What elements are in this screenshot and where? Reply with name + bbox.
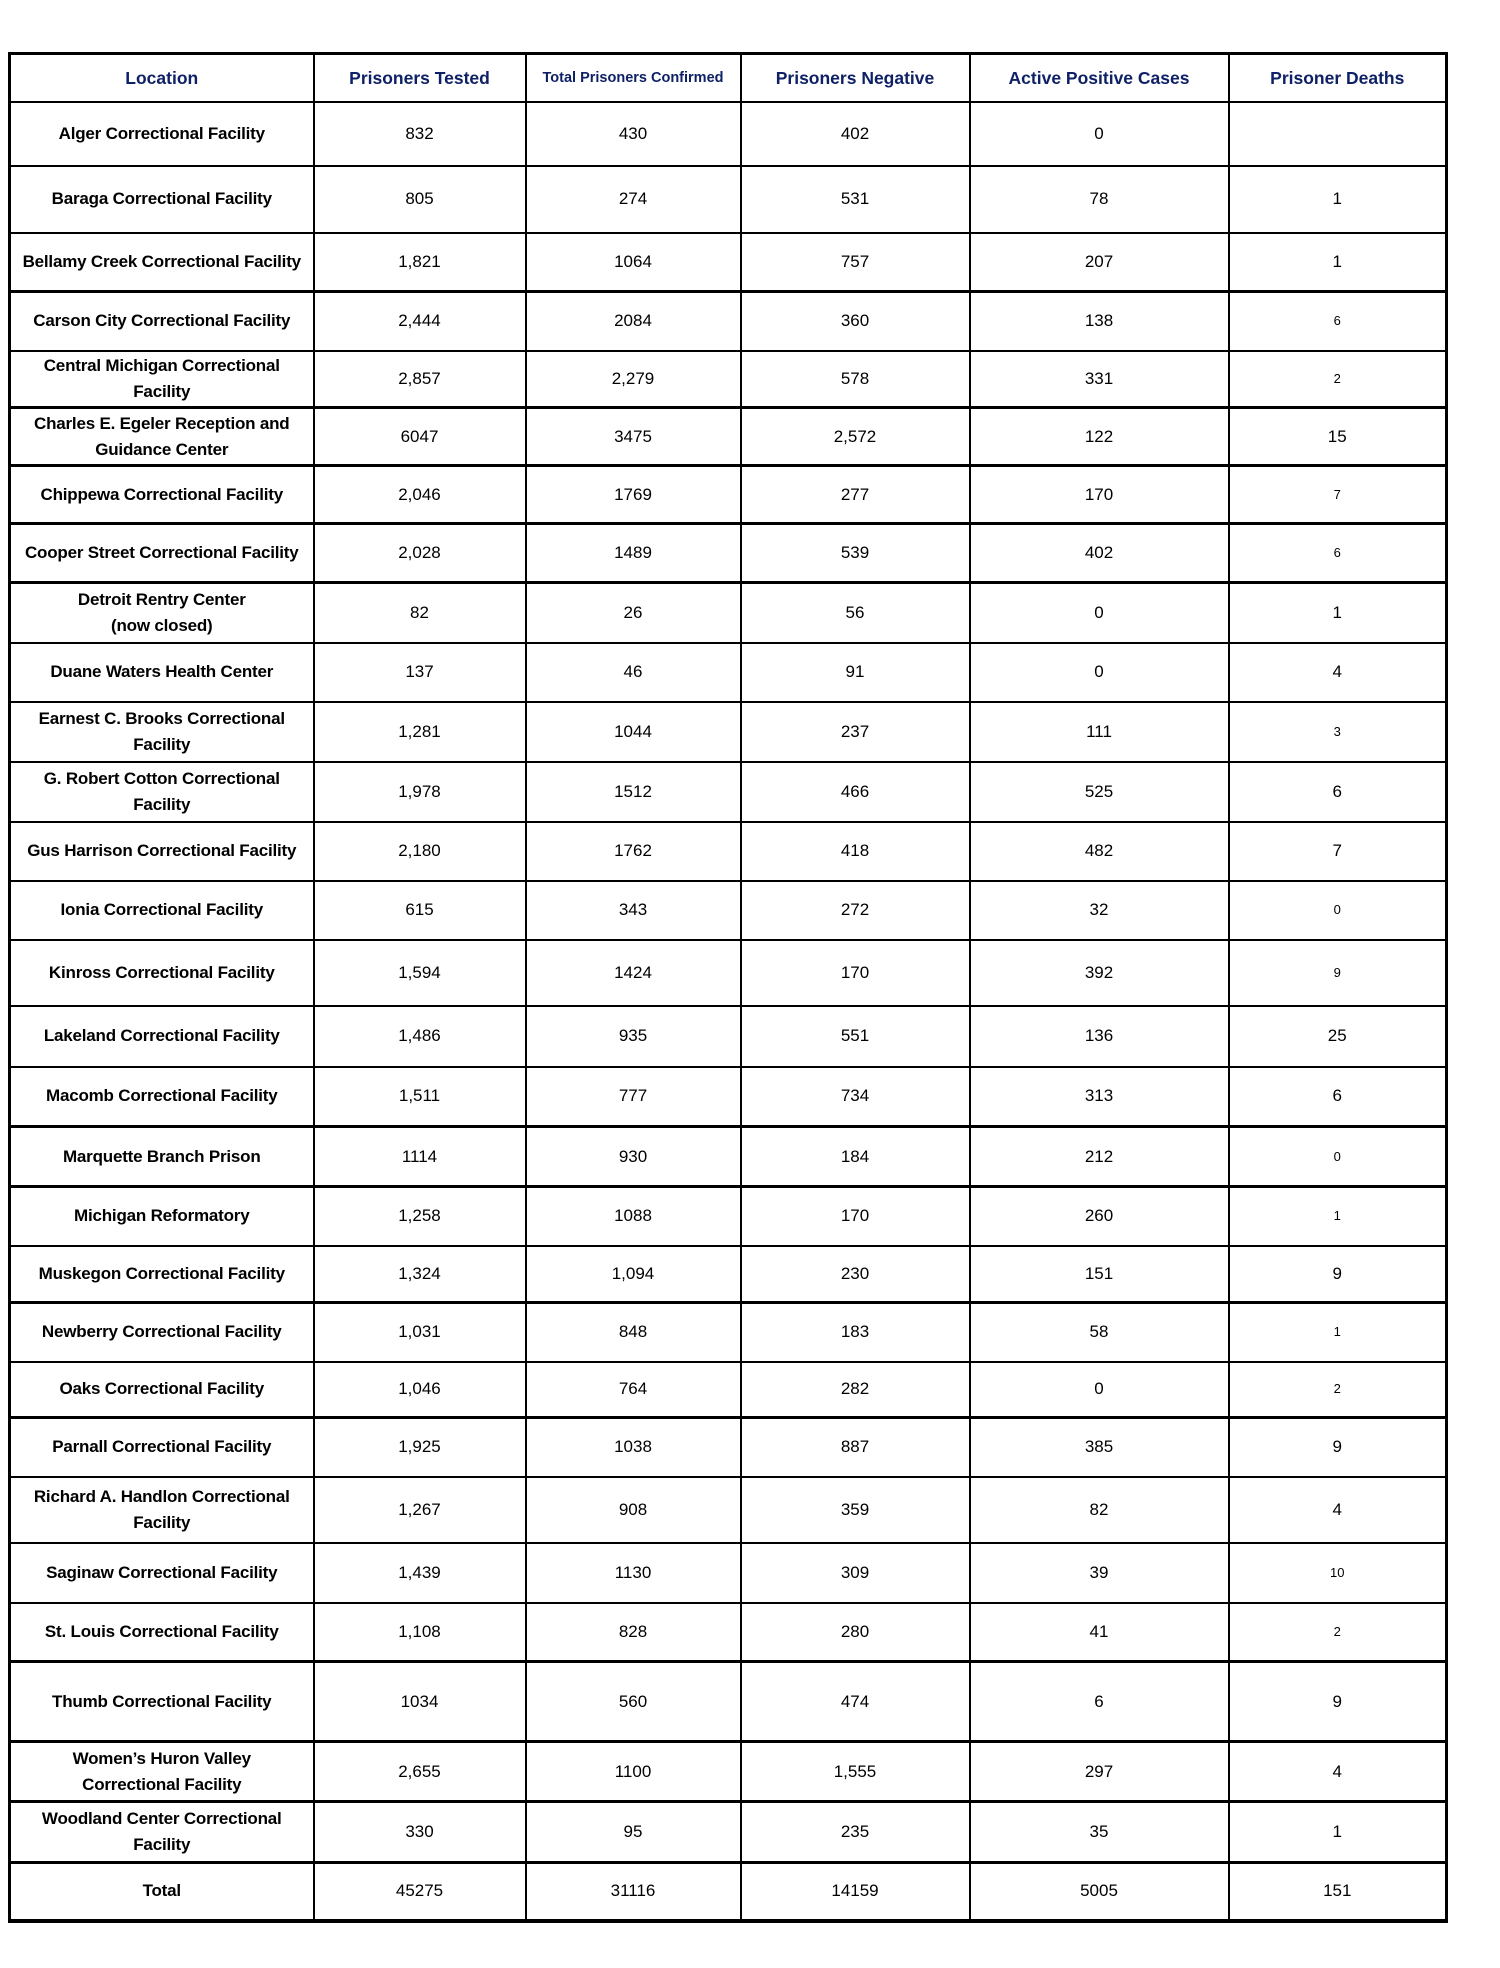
prisoner-deaths-cell: 0 — [1229, 881, 1447, 940]
location-cell — [10, 881, 314, 940]
prisoners-tested-cell: 1,594 — [314, 940, 526, 1006]
prisoner-deaths-cell: 7 — [1229, 822, 1447, 881]
prisoners-negative-cell: 360 — [741, 292, 970, 351]
prisoners-tested-cell: 2,655 — [314, 1742, 526, 1802]
total-confirmed-cell: 430 — [526, 102, 741, 166]
location-line: Parnall Correctional Facility — [52, 1437, 272, 1457]
location-cell — [10, 643, 314, 702]
prisoner-deaths-cell: 6 — [1229, 292, 1447, 351]
location-cell — [10, 583, 314, 643]
total-confirmed-cell: 46 — [526, 643, 741, 702]
location-line: Kinross Correctional Facility — [48, 962, 275, 982]
prisoners-tested-cell: 1,925 — [314, 1418, 526, 1477]
total-confirmed-cell: 1130 — [526, 1543, 741, 1603]
location-line: Oaks Correctional Facility — [59, 1379, 265, 1399]
location-cell — [10, 292, 314, 351]
prisoner-deaths-cell: 6 — [1229, 1067, 1447, 1127]
table-row — [10, 524, 1447, 583]
prisoners-tested-cell: 2,180 — [314, 822, 526, 881]
prisoner-deaths-cell: 4 — [1229, 643, 1447, 702]
total-prisoners-negative-cell: 14159 — [741, 1863, 970, 1921]
prisoners-tested-cell: 1,281 — [314, 702, 526, 762]
location-cell — [10, 1006, 314, 1067]
table-row — [10, 1187, 1447, 1246]
location-line: Chippewa Correctional Facility — [40, 484, 283, 504]
location-line: Saginaw Correctional Facility — [46, 1562, 278, 1582]
prisoners-negative-cell: 170 — [741, 940, 970, 1006]
active-positive-cell: 331 — [970, 351, 1229, 408]
prisoners-tested-cell: 1,511 — [314, 1067, 526, 1127]
total-confirmed-cell: 764 — [526, 1362, 741, 1418]
table-row — [10, 466, 1447, 524]
location-cell — [10, 351, 314, 408]
active-positive-cell: 525 — [970, 762, 1229, 822]
location-cell — [10, 233, 314, 292]
prisoners-tested-cell: 2,444 — [314, 292, 526, 351]
table-row — [10, 1662, 1447, 1742]
prisoners-tested-cell: 832 — [314, 102, 526, 166]
prisoner-deaths-cell: 7 — [1229, 466, 1447, 524]
header-row — [10, 54, 1447, 102]
location-cell — [10, 102, 314, 166]
active-positive-cell: 6 — [970, 1662, 1229, 1742]
table-row — [10, 1303, 1447, 1362]
prisoners-tested-cell: 805 — [314, 166, 526, 233]
total-confirmed-cell: 930 — [526, 1127, 741, 1187]
table-row — [10, 1246, 1447, 1303]
location-cell — [10, 940, 314, 1006]
prisoner-deaths-cell: 15 — [1229, 408, 1447, 466]
table-row — [10, 702, 1447, 762]
covid-prisoner-table — [8, 52, 1448, 1923]
location-line: Detroit Rentry Center — [77, 589, 246, 609]
total-active-positive-cell: 5005 — [970, 1863, 1229, 1921]
prisoners-negative-cell: 418 — [741, 822, 970, 881]
active-positive-cell: 58 — [970, 1303, 1229, 1362]
active-positive-cell: 138 — [970, 292, 1229, 351]
location-line: Facility — [133, 794, 191, 814]
prisoners-tested-cell: 137 — [314, 643, 526, 702]
prisoner-deaths-cell: 9 — [1229, 1662, 1447, 1742]
prisoner-deaths-cell: 1 — [1229, 1303, 1447, 1362]
total-confirmed-cell: 1762 — [526, 822, 741, 881]
location-cell — [10, 524, 314, 583]
location-line: St. Louis Correctional Facility — [44, 1621, 279, 1641]
column-header-total-prisoners-confirmed: Total Prisoners Confirmed — [526, 54, 741, 102]
prisoner-deaths-cell: 2 — [1229, 1603, 1447, 1662]
location-line: Women’s Huron Valley — [72, 1748, 251, 1768]
total-confirmed-cell: 1100 — [526, 1742, 741, 1802]
column-header-prisoner-deaths: Prisoner Deaths — [1229, 54, 1447, 102]
table-row — [10, 881, 1447, 940]
prisoners-negative-cell: 183 — [741, 1303, 970, 1362]
location-line: Alger Correctional Facility — [58, 123, 265, 143]
prisoners-negative-cell: 184 — [741, 1127, 970, 1187]
table-row — [10, 1127, 1447, 1187]
prisoners-negative-cell: 91 — [741, 643, 970, 702]
location-line: Ionia Correctional Facility — [60, 900, 263, 919]
prisoners-tested-cell: 1,486 — [314, 1006, 526, 1067]
active-positive-cell: 32 — [970, 881, 1229, 940]
prisoner-deaths-cell: 25 — [1229, 1006, 1447, 1067]
active-positive-cell: 111 — [970, 702, 1229, 762]
prisoners-tested-cell: 1,258 — [314, 1187, 526, 1246]
table-row — [10, 643, 1447, 702]
table-row — [10, 1006, 1447, 1067]
prisoner-deaths-cell: 6 — [1229, 524, 1447, 583]
total-confirmed-cell: 1512 — [526, 762, 741, 822]
active-positive-cell: 41 — [970, 1603, 1229, 1662]
active-positive-cell: 392 — [970, 940, 1229, 1006]
table-row — [10, 351, 1447, 408]
total-confirmed-cell: 935 — [526, 1006, 741, 1067]
prisoners-negative-cell: 280 — [741, 1603, 970, 1662]
location-line: Charles E. Egeler Reception and — [34, 413, 290, 433]
prisoner-deaths-cell: 1 — [1229, 583, 1447, 643]
table-row — [10, 1477, 1447, 1543]
prisoner-deaths-cell: 4 — [1229, 1742, 1447, 1802]
prisoners-negative-cell: 757 — [741, 233, 970, 292]
location-line: Thumb Correctional Facility — [52, 1691, 272, 1711]
location-cell — [10, 1662, 314, 1742]
prisoners-negative-cell: 230 — [741, 1246, 970, 1303]
total-confirmed-cell: 343 — [526, 881, 741, 940]
prisoners-negative-cell: 402 — [741, 102, 970, 166]
active-positive-cell: 482 — [970, 822, 1229, 881]
location-line: Muskegon Correctional Facility — [38, 1263, 285, 1283]
location-cell — [10, 166, 314, 233]
location-line: Facility — [133, 1512, 191, 1532]
table-row — [10, 762, 1447, 822]
location-cell — [10, 1477, 314, 1543]
location-line: Newberry Correctional Facility — [41, 1322, 282, 1342]
location-line: Baraga Correctional Facility — [51, 189, 272, 208]
prisoners-tested-cell: 1,046 — [314, 1362, 526, 1418]
location-cell — [10, 1418, 314, 1477]
active-positive-cell: 0 — [970, 102, 1229, 166]
total-confirmed-cell: 1038 — [526, 1418, 741, 1477]
prisoners-tested-cell: 615 — [314, 881, 526, 940]
prisoners-negative-cell: 474 — [741, 1662, 970, 1742]
location-cell — [10, 1362, 314, 1418]
total-label: Total — [10, 1863, 314, 1921]
active-positive-cell: 170 — [970, 466, 1229, 524]
total-confirmed-cell: 3475 — [526, 408, 741, 466]
column-header-prisoners-tested: Prisoners Tested — [314, 54, 526, 102]
active-positive-cell: 35 — [970, 1802, 1229, 1863]
location-line: Carson City Correctional Facility — [33, 311, 291, 331]
table-row — [10, 940, 1447, 1006]
prisoners-negative-cell: 170 — [741, 1187, 970, 1246]
prisoners-negative-cell: 235 — [741, 1802, 970, 1863]
prisoners-negative-cell: 282 — [741, 1362, 970, 1418]
prisoners-negative-cell: 539 — [741, 524, 970, 583]
table-row — [10, 102, 1447, 166]
prisoners-tested-cell: 1,031 — [314, 1303, 526, 1362]
active-positive-cell: 151 — [970, 1246, 1229, 1303]
location-line: Duane Waters Health Center — [50, 662, 274, 681]
table-row — [10, 1603, 1447, 1662]
location-cell — [10, 1127, 314, 1187]
prisoner-deaths-cell: 9 — [1229, 1418, 1447, 1477]
location-line: Correctional Facility — [82, 1774, 242, 1794]
total-confirmed-cell: 828 — [526, 1603, 741, 1662]
location-line: Richard A. Handlon Correctional — [33, 1486, 290, 1506]
location-line: Gus Harrison Correctional Facility — [27, 841, 297, 860]
prisoners-tested-cell: 2,857 — [314, 351, 526, 408]
prisoner-deaths-cell: 3 — [1229, 702, 1447, 762]
prisoners-tested-cell: 1,439 — [314, 1543, 526, 1603]
location-cell — [10, 1603, 314, 1662]
location-cell — [10, 822, 314, 881]
active-positive-cell: 402 — [970, 524, 1229, 583]
active-positive-cell: 385 — [970, 1418, 1229, 1477]
table-row — [10, 1067, 1447, 1127]
prisoners-tested-cell: 1,978 — [314, 762, 526, 822]
prisoner-deaths-cell: 4 — [1229, 1477, 1447, 1543]
prisoners-negative-cell: 887 — [741, 1418, 970, 1477]
table-row — [10, 292, 1447, 351]
location-line: Michigan Reformatory — [74, 1206, 250, 1226]
total-prisoner-deaths-cell: 151 — [1229, 1863, 1447, 1921]
total-confirmed-cell: 2,279 — [526, 351, 741, 408]
location-cell — [10, 1742, 314, 1802]
location-line: Cooper Street Correctional Facility — [24, 543, 299, 562]
prisoners-tested-cell: 6047 — [314, 408, 526, 466]
total-confirmed-cell: 1489 — [526, 524, 741, 583]
active-positive-cell: 0 — [970, 1362, 1229, 1418]
prisoner-deaths-cell: 6 — [1229, 762, 1447, 822]
location-line: Facility — [133, 1835, 191, 1854]
prisoner-deaths-cell: 9 — [1229, 1246, 1447, 1303]
total-prisoners-tested-cell: 45275 — [314, 1863, 526, 1921]
location-line: Marquette Branch Prison — [62, 1146, 261, 1166]
location-line: Facility — [133, 381, 191, 401]
active-positive-cell: 297 — [970, 1742, 1229, 1802]
location-cell — [10, 1543, 314, 1603]
location-cell — [10, 1303, 314, 1362]
table-row — [10, 166, 1447, 233]
location-line: (now closed) — [111, 615, 213, 635]
prisoners-tested-cell: 2,028 — [314, 524, 526, 583]
location-cell — [10, 1246, 314, 1303]
location-cell — [10, 466, 314, 524]
location-cell — [10, 1187, 314, 1246]
table-row — [10, 1362, 1447, 1418]
active-positive-cell: 313 — [970, 1067, 1229, 1127]
table-row — [10, 408, 1447, 466]
total-confirmed-cell: 1769 — [526, 466, 741, 524]
active-positive-cell: 39 — [970, 1543, 1229, 1603]
prisoner-deaths-cell: 1 — [1229, 166, 1447, 233]
table-row — [10, 1742, 1447, 1802]
prisoners-tested-cell: 82 — [314, 583, 526, 643]
prisoner-deaths-cell: 2 — [1229, 1362, 1447, 1418]
table-row — [10, 233, 1447, 292]
total-confirmed-cell: 777 — [526, 1067, 741, 1127]
prisoners-negative-cell: 551 — [741, 1006, 970, 1067]
total-confirmed-cell: 274 — [526, 166, 741, 233]
active-positive-cell: 207 — [970, 233, 1229, 292]
location-line: Central Michigan Correctional — [43, 355, 280, 375]
prisoners-negative-cell: 531 — [741, 166, 970, 233]
prisoners-tested-cell: 1034 — [314, 1662, 526, 1742]
prisoner-deaths-cell: 1 — [1229, 233, 1447, 292]
table-body — [10, 102, 1447, 1921]
active-positive-cell: 82 — [970, 1477, 1229, 1543]
prisoners-negative-cell: 734 — [741, 1067, 970, 1127]
column-header-location: Location — [10, 54, 314, 102]
prisoners-negative-cell: 272 — [741, 881, 970, 940]
prisoners-negative-cell: 56 — [741, 583, 970, 643]
active-positive-cell: 78 — [970, 166, 1229, 233]
prisoner-deaths-cell: 1 — [1229, 1802, 1447, 1863]
location-cell — [10, 408, 314, 466]
location-line: Facility — [133, 734, 191, 754]
location-cell — [10, 1067, 314, 1127]
table-row — [10, 583, 1447, 643]
location-cell — [10, 1802, 314, 1863]
prisoners-tested-cell: 1,108 — [314, 1603, 526, 1662]
total-total-confirmed-cell: 31116 — [526, 1863, 741, 1921]
prisoner-deaths-cell: 10 — [1229, 1543, 1447, 1603]
location-line: Woodland Center Correctional — [41, 1809, 282, 1828]
prisoners-negative-cell: 309 — [741, 1543, 970, 1603]
column-header-prisoners-negative: Prisoners Negative — [741, 54, 970, 102]
active-positive-cell: 0 — [970, 583, 1229, 643]
active-positive-cell: 0 — [970, 643, 1229, 702]
prisoners-negative-cell: 1,555 — [741, 1742, 970, 1802]
location-cell — [10, 702, 314, 762]
location-line: Macomb Correctional Facility — [45, 1086, 278, 1106]
total-confirmed-cell: 1424 — [526, 940, 741, 1006]
prisoners-tested-cell: 1114 — [314, 1127, 526, 1187]
total-row — [10, 1863, 1447, 1921]
table-row — [10, 1418, 1447, 1477]
table-row — [10, 1543, 1447, 1603]
total-confirmed-cell: 26 — [526, 583, 741, 643]
location-line: Guidance Center — [95, 439, 229, 459]
active-positive-cell: 122 — [970, 408, 1229, 466]
total-confirmed-cell: 1044 — [526, 702, 741, 762]
total-confirmed-cell: 1,094 — [526, 1246, 741, 1303]
location-line: Bellamy Creek Correctional Facility — [22, 251, 301, 271]
total-confirmed-cell: 2084 — [526, 292, 741, 351]
prisoners-negative-cell: 2,572 — [741, 408, 970, 466]
prisoners-tested-cell: 1,267 — [314, 1477, 526, 1543]
total-confirmed-cell: 95 — [526, 1802, 741, 1863]
prisoners-tested-cell: 2,046 — [314, 466, 526, 524]
location-line: G. Robert Cotton Correctional — [43, 768, 280, 788]
active-positive-cell: 136 — [970, 1006, 1229, 1067]
prisoner-deaths-cell: 1 — [1229, 1187, 1447, 1246]
prisoners-tested-cell: 330 — [314, 1802, 526, 1863]
location-line: Earnest C. Brooks Correctional — [38, 708, 285, 728]
active-positive-cell: 212 — [970, 1127, 1229, 1187]
location-cell — [10, 762, 314, 822]
prisoner-deaths-cell: 2 — [1229, 351, 1447, 408]
prisoner-deaths-cell: 9 — [1229, 940, 1447, 1006]
prisoners-negative-cell: 466 — [741, 762, 970, 822]
column-header-active-positive-cases: Active Positive Cases — [970, 54, 1229, 102]
prisoners-tested-cell: 1,324 — [314, 1246, 526, 1303]
active-positive-cell: 260 — [970, 1187, 1229, 1246]
prisoners-tested-cell: 1,821 — [314, 233, 526, 292]
prisoner-deaths-cell: 0 — [1229, 1127, 1447, 1187]
table-row — [10, 1802, 1447, 1863]
total-confirmed-cell: 908 — [526, 1477, 741, 1543]
prisoner-deaths-cell — [1229, 102, 1447, 166]
total-confirmed-cell: 560 — [526, 1662, 741, 1742]
total-confirmed-cell: 848 — [526, 1303, 741, 1362]
prisoners-negative-cell: 237 — [741, 702, 970, 762]
location-line: Lakeland Correctional Facility — [43, 1026, 280, 1045]
prisoners-negative-cell: 277 — [741, 466, 970, 524]
prisoners-negative-cell: 578 — [741, 351, 970, 408]
prisoners-negative-cell: 359 — [741, 1477, 970, 1543]
total-confirmed-cell: 1088 — [526, 1187, 741, 1246]
total-confirmed-cell: 1064 — [526, 233, 741, 292]
table-row — [10, 822, 1447, 881]
